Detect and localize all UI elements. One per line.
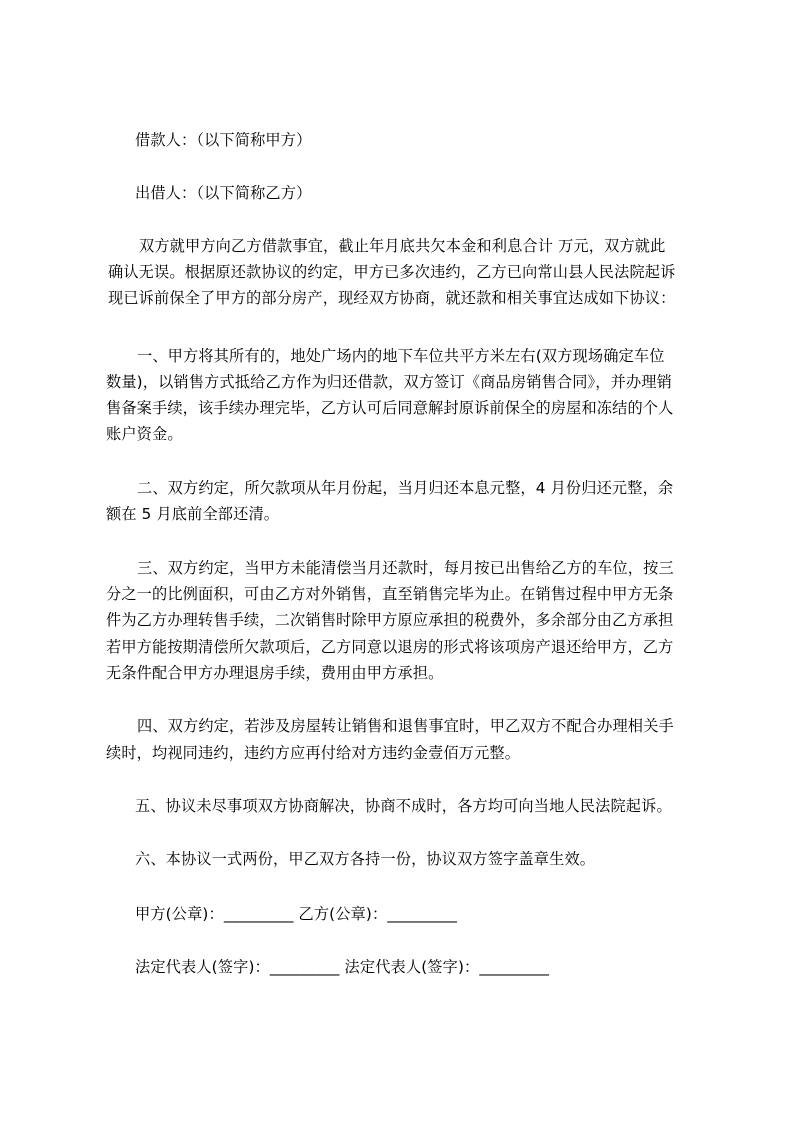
clause-1-line-2: 数量)，以销售方式抵给乙方作为归还借款，双方签订《商品房销售合同》，并办理销 — [106, 373, 672, 391]
clause-1-line-4: 账户资金。 — [106, 425, 183, 443]
signature-seal-line: 甲方(公章)：_________ 乙方(公章)：_________ — [135, 905, 458, 923]
intro-line-1: 双方就甲方向乙方借款事宜，截止年月底共欠本金和利息合计 万元，双方就此 — [139, 237, 666, 255]
clause-3-line-1: 三、双方约定，当甲方未能清偿当月还款时，每月按已出售给乙方的车位，按三 — [137, 559, 674, 577]
clause-4-line-2: 续时，均视同违约，违约方应再付给对方违约金壹佰万元整。 — [106, 744, 521, 762]
clause-5: 五、协议未尽事项双方协商解决，协商不成时，各方均可向当地人民法院起诉。 — [135, 797, 672, 815]
clause-3-line-3: 件为乙方办理转售手续，二次销售时除甲方原应承担的税费外，多余部分由乙方承担 — [106, 611, 674, 629]
lender-line: 出借人：（以下简称乙方） — [135, 184, 312, 202]
clause-2-line-1: 二、双方约定，所欠款项从年月份起，当月归还本息元整，4 月份归还元整，余 — [137, 479, 674, 497]
clause-1-line-1: 一、甲方将其所有的，地处广场内的地下车位共平方米左右(双方现场确定车位 — [137, 347, 665, 365]
clause-3-line-4: 若甲方能按期清偿所欠款项后，乙方同意以退房的形式将该项房产退还给甲方，乙方 — [106, 638, 674, 656]
clause-4-line-1: 四、双方约定，若涉及房屋转让销售和退售事宜时，甲乙双方不配合办理相关手 — [137, 717, 674, 735]
clause-1-line-3: 售备案手续，该手续办理完毕，乙方认可后同意解封原诉前保全的房屋和冻结的个人 — [106, 399, 674, 417]
borrower-line: 借款人：（以下简称甲方） — [135, 131, 312, 149]
intro-line-3: 现已诉前保全了甲方的部分房产，现经双方协商，就还款和相关事宜达成如下协议： — [108, 289, 676, 307]
clause-3-line-2: 分之一的比例面积，可由乙方对外销售，直至销售完毕为止。在销售过程中甲方无条 — [106, 585, 674, 603]
intro-line-2: 确认无误。根据原还款协议的约定，甲方已多次违约，乙方已向常山县人民法院起诉 — [108, 263, 676, 281]
clause-6: 六、本协议一式两份，甲乙双方各持一份，协议双方签字盖章生效。 — [135, 850, 596, 868]
clause-2-line-2: 额在 5 月底前全部还清。 — [106, 505, 280, 523]
clause-3-line-5: 无条件配合甲方办理退房手续，费用由甲方承担。 — [106, 664, 444, 682]
signature-representative-line: 法定代表人(签字)：_________ 法定代表人(签字)：_________ — [135, 958, 550, 976]
